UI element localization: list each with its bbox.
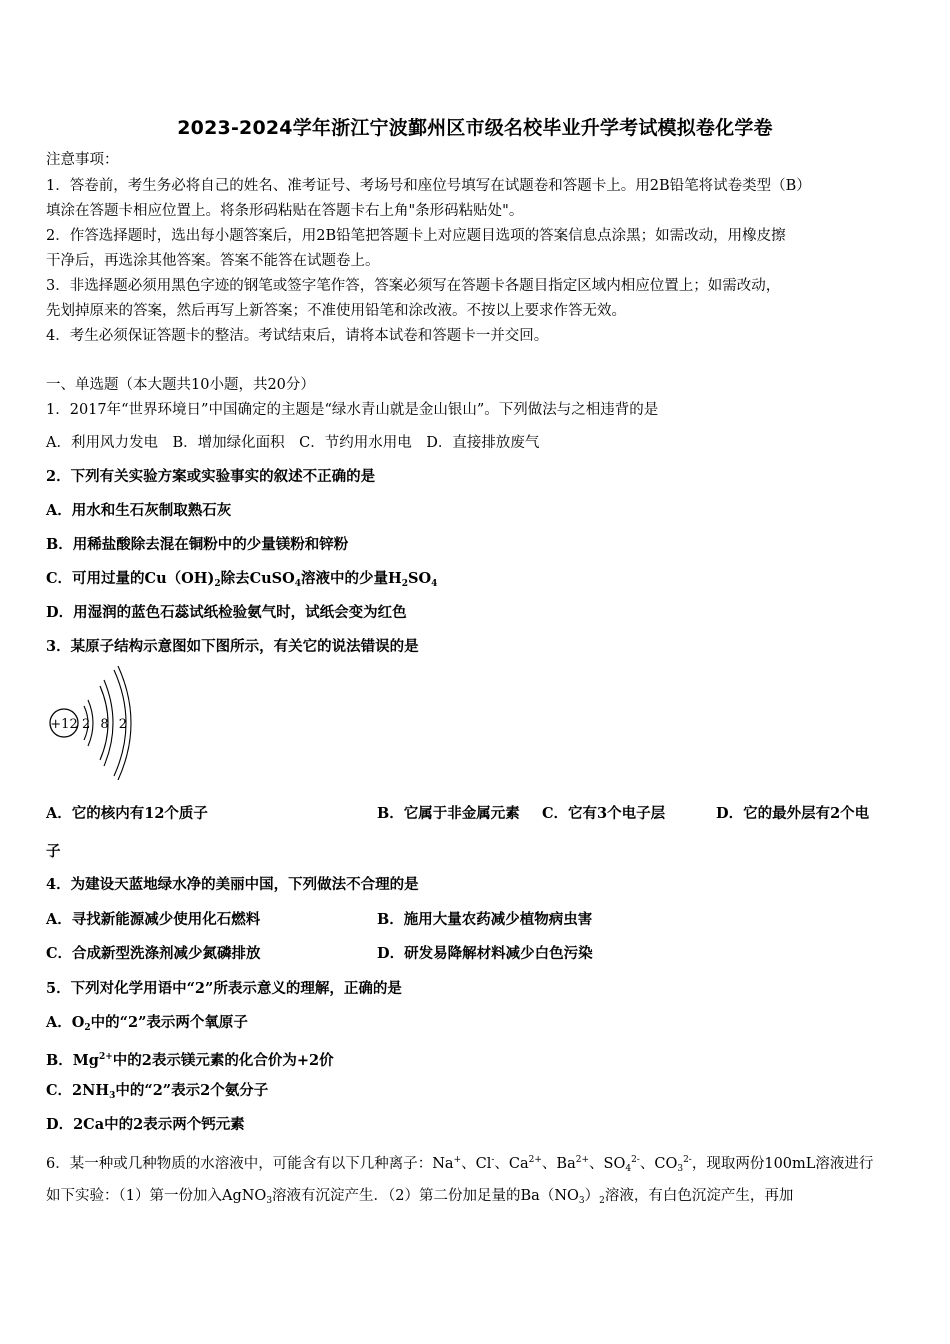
q4-option-b: B．施用大量农药减少植物病虫害 bbox=[377, 911, 593, 928]
q6-stem-line-1: 6．某一种或几种物质的水溶液中，可能含有以下几种离子：Na+、Cl-、$Ca^{2+}$、$Ba^{2+}$、$SO_4^{2-}$、$CO_3^{2-}$，现取两份100mL溶液进行 bbox=[46, 1155, 874, 1174]
q4-option-a: A．寻找新能源减少使用化石燃料 bbox=[46, 911, 261, 928]
q2-stem: 2．下列有关实验方案或实验事实的叙述不正确的是 bbox=[46, 468, 376, 485]
q4-option-c: C．合成新型洗涤剂减少氮磷排放 bbox=[46, 945, 261, 962]
q4-option-d: D．研发易降解材料减少白色污染 bbox=[377, 945, 593, 962]
nucleus-charge: +12 bbox=[50, 717, 78, 732]
q6-stem-line-2: 如下实验：（1）第一份加入AgNO$_3$溶液有沉淀产生．（2）第二份加足量的$Ba(NO_3)_2$溶液，有白色沉淀产生，再加 bbox=[46, 1188, 794, 1206]
q1-stem: 1．2017年“世界环境日”中国确定的主题是“绿水青山就是金山银山”。下列做法与之相违背的是 bbox=[46, 402, 659, 418]
page-title: 2023-2024学年浙江宁波鄞州区市级名校毕业升学考试模拟卷化学卷 bbox=[177, 117, 773, 139]
q3-option-b: B．它属于非金属元素 bbox=[377, 805, 520, 822]
q3-option-a: A．它的核内有12个质子 bbox=[46, 805, 208, 822]
q2-option-c: C．可用过量的$Cu(OH)_2$除去CuSO$_4$溶液中的少量$H_2SO_4$ bbox=[46, 570, 438, 589]
q5-option-d: D．2Ca中的2表示两个钙元素 bbox=[46, 1116, 245, 1133]
notice-line-4: 干净后，再选涂其他答案。答案不能答在试题卷上。 bbox=[46, 253, 380, 269]
q4-stem: 4．为建设天蓝地绿水净的美丽中国，下列做法不合理的是 bbox=[46, 876, 419, 893]
notice-line-6: 先划掉原来的答案，然后再写上新答案；不准使用铅笔和涂改液。不按以上要求作答无效。 bbox=[46, 303, 626, 319]
notice-line-1: 1．答卷前，考生务必将自己的姓名、准考证号、考场号和座位号填写在试题卷和答题卡上。用2B铅笔将试卷类型（B） bbox=[46, 178, 811, 194]
q5-option-c: C．$2NH_3$中的“2”表示2个氨分子 bbox=[46, 1082, 269, 1101]
notice-line-7: 4．考生必须保证答题卡的整洁。考试结束后，请将本试卷和答题卡一并交回。 bbox=[46, 328, 549, 344]
notice-line-5: 3．非选择题必须用黑色字迹的钢笔或签字笔作答，答案必须写在答题卡各题目指定区域内相应位置上；如需改动， bbox=[46, 278, 781, 294]
q5-stem: 5．下列对化学用语中“2”所表示意义的理解，正确的是 bbox=[46, 980, 402, 997]
q3-option-c: C．它有3个电子层 bbox=[542, 805, 666, 822]
q2-option-d: D．用湿润的蓝色石蕊试纸检验氨气时，试纸会变为红色 bbox=[46, 604, 407, 621]
q5-option-a: A．$O_2$中的“2”表示两个氧原子 bbox=[46, 1014, 248, 1033]
q3-stem: 3．某原子结构示意图如下图所示，有关它的说法错误的是 bbox=[46, 638, 419, 655]
q3-option-d-wrap: 子 bbox=[46, 843, 61, 860]
q1-options: A．利用风力发电 B．增加绿化面积 C．节约用水用电 D．直接排放废气 bbox=[46, 435, 540, 451]
q3-option-d: D．它的最外层有2个电 bbox=[716, 805, 870, 822]
electron-counts: 2 8 2 bbox=[82, 717, 131, 732]
atom-structure-diagram bbox=[44, 664, 144, 780]
q2-option-b: B．用稀盐酸除去混在铜粉中的少量镁粉和锌粉 bbox=[46, 536, 349, 553]
section-heading: 一、单选题（本大题共10小题，共20分） bbox=[46, 377, 315, 393]
q5-option-b: B．$Mg^{2+}$中的2表示镁元素的化合价为+2价 bbox=[46, 1052, 334, 1069]
notice-heading: 注意事项： bbox=[46, 152, 119, 168]
notice-line-3: 2．作答选择题时，选出每小题答案后，用2B铅笔把答题卡上对应题目选项的答案信息点涂黑；如需改动，用橡皮擦 bbox=[46, 228, 786, 244]
notice-line-2: 填涂在答题卡相应位置上。将条形码粘贴在答题卡右上角"条形码粘贴处"。 bbox=[46, 203, 524, 219]
q2-option-a: A．用水和生石灰制取熟石灰 bbox=[46, 502, 232, 519]
